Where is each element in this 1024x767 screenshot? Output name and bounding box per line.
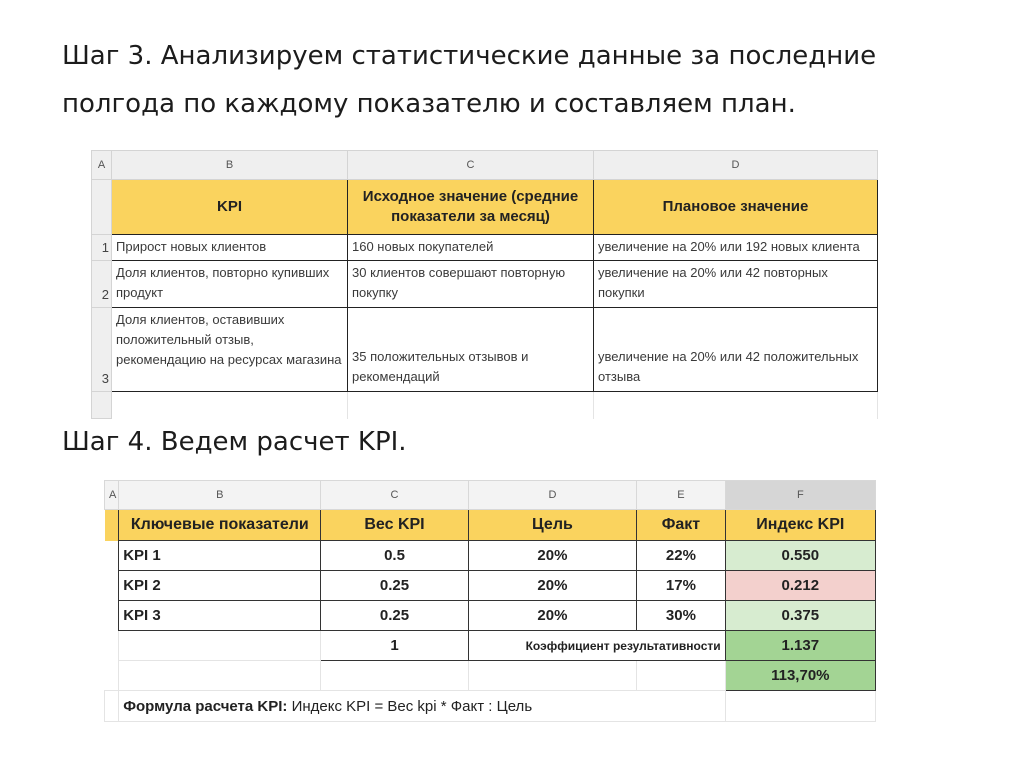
empty-cell xyxy=(105,661,119,691)
empty-cell xyxy=(348,392,594,419)
table-row xyxy=(105,541,876,571)
empty-cell xyxy=(468,661,637,691)
cell-kpi: Доля клиентов, оставивших положительный отзыв, рекомендацию на ресурсах магазина xyxy=(112,308,348,392)
row-number xyxy=(92,180,112,235)
header-weight: Вес KPI xyxy=(321,510,468,541)
cell-kpi-name: KPI 1 xyxy=(119,541,321,571)
table-row xyxy=(105,601,876,631)
total-row xyxy=(105,631,876,661)
row-number xyxy=(92,392,112,419)
row-number: 2 xyxy=(92,261,112,308)
cell-kpi: Прирост новых клиентов xyxy=(112,235,348,261)
header-key-indicators: Ключевые показатели xyxy=(119,510,321,541)
percent-row xyxy=(105,661,876,691)
column-letter: E xyxy=(637,481,725,510)
formula-row xyxy=(105,691,876,722)
column-letter: D xyxy=(468,481,637,510)
step4-heading: Шаг 4. Ведем расчет KPI. xyxy=(62,427,407,457)
column-letter: A xyxy=(92,151,112,180)
coefficient-value: 1.137 xyxy=(725,631,875,661)
header-row xyxy=(92,180,878,235)
header-fact: Факт xyxy=(637,510,725,541)
column-letter: F xyxy=(725,481,875,510)
cell-initial: 30 клиентов совершают повторную покупку xyxy=(348,261,594,308)
column-letter-row xyxy=(92,151,878,180)
cell-fact: 22% xyxy=(637,541,725,571)
cell-weight: 0.5 xyxy=(321,541,468,571)
column-letter: C xyxy=(321,481,468,510)
column-letter: D xyxy=(594,151,878,180)
empty-cell xyxy=(119,661,321,691)
cell-plan: увеличение на 20% или 42 положительных отзыва xyxy=(594,308,878,392)
formula-cell xyxy=(119,691,725,722)
empty-row xyxy=(92,392,878,419)
cell-index: 0.550 xyxy=(725,541,875,571)
formula-label: Формула расчета KPI: xyxy=(123,697,288,715)
cell-kpi: Доля клиентов, повторно купивших продукт xyxy=(112,261,348,308)
column-letter-row xyxy=(105,481,876,510)
table-row xyxy=(92,235,878,261)
column-letter: B xyxy=(119,481,321,510)
empty-cell xyxy=(105,541,119,571)
cell-index: 0.375 xyxy=(725,601,875,631)
coefficient-label: Коэффициент результативности xyxy=(468,631,725,661)
empty-cell xyxy=(594,392,878,419)
cell-weight: 0.25 xyxy=(321,571,468,601)
empty-cell xyxy=(105,691,119,722)
column-letter: B xyxy=(112,151,348,180)
cell-fact: 17% xyxy=(637,571,725,601)
header-initial-value: Исходное значение (средние показатели за месяц) xyxy=(348,180,594,235)
table-row xyxy=(105,571,876,601)
cell-index: 0.212 xyxy=(725,571,875,601)
header-kpi: KPI xyxy=(112,180,348,235)
kpi-calculation-table xyxy=(104,480,876,722)
row-number: 3 xyxy=(92,308,112,392)
cell-plan: увеличение на 20% или 42 повторных покупки xyxy=(594,261,878,308)
cell-kpi-name: KPI 2 xyxy=(119,571,321,601)
percent-value: 113,70% xyxy=(725,661,875,691)
cell-initial: 35 положительных отзывов и рекомендаций xyxy=(348,308,594,392)
header-target: Цель xyxy=(468,510,637,541)
empty-cell xyxy=(105,631,119,661)
cell-plan: увеличение на 20% или 192 новых клиента xyxy=(594,235,878,261)
empty-cell xyxy=(105,571,119,601)
empty-cell xyxy=(637,661,725,691)
cell-fact: 30% xyxy=(637,601,725,631)
step3-heading: Шаг 3. Анализируем статистические данные за последние полгода по каждому показателю и составляем план. xyxy=(62,41,877,119)
empty-cell xyxy=(119,631,321,661)
empty-cell xyxy=(725,691,875,722)
cell-target: 20% xyxy=(468,541,637,571)
empty-cell xyxy=(105,510,119,541)
cell-target: 20% xyxy=(468,571,637,601)
empty-cell xyxy=(321,661,468,691)
cell-weight: 0.25 xyxy=(321,601,468,631)
cell-target: 20% xyxy=(468,601,637,631)
header-row xyxy=(105,510,876,541)
row-number: 1 xyxy=(92,235,112,261)
empty-cell xyxy=(112,392,348,419)
column-letter: C xyxy=(348,151,594,180)
column-letter: A xyxy=(105,481,119,510)
formula-text: Индекс KPI = Вес kpi * Факт : Цель xyxy=(291,697,533,715)
cell-kpi-name: KPI 3 xyxy=(119,601,321,631)
cell-initial: 160 новых покупателей xyxy=(348,235,594,261)
empty-cell xyxy=(105,601,119,631)
weight-total: 1 xyxy=(321,631,468,661)
kpi-plan-table xyxy=(91,150,878,419)
table-row xyxy=(92,308,878,392)
table-row xyxy=(92,261,878,308)
header-index: Индекс KPI xyxy=(725,510,875,541)
header-planned-value: Плановое значение xyxy=(594,180,878,235)
